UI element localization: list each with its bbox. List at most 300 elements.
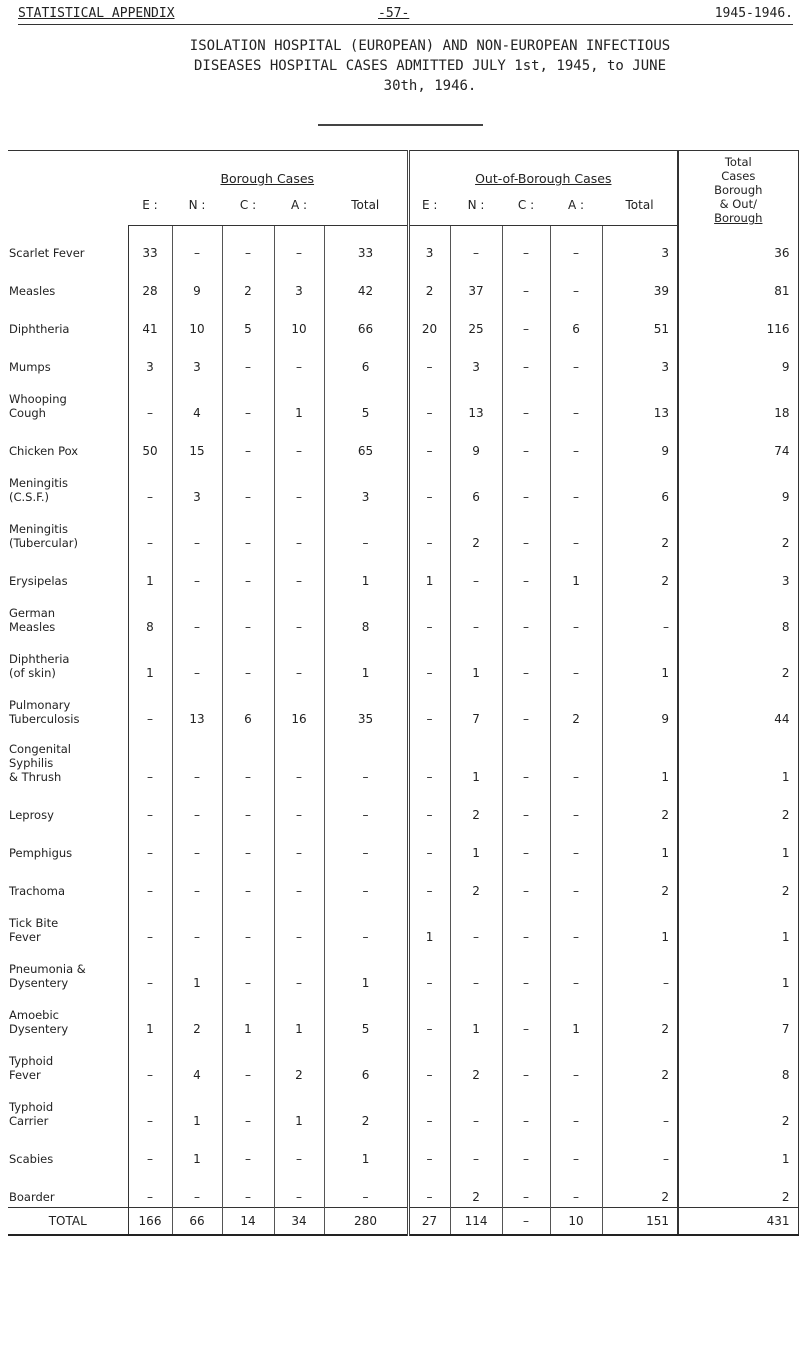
value-cell: –	[128, 825, 172, 863]
value-cell: –	[502, 993, 550, 1039]
value-cell: –	[222, 591, 274, 637]
value-cell: –	[274, 729, 324, 787]
disease-label: Diphtheria (of skin)	[8, 637, 128, 683]
value-cell: 3	[450, 339, 502, 377]
value-cell: –	[128, 683, 172, 729]
value-cell: 2	[222, 263, 274, 301]
value-cell: –	[408, 1131, 450, 1169]
value-cell: –	[408, 461, 450, 507]
disease-label: Typhoid Carrier	[8, 1085, 128, 1131]
value-cell: –	[408, 947, 450, 993]
value-cell: –	[550, 1085, 602, 1131]
subheader-borough-e: E :	[128, 198, 172, 225]
value-cell: –	[128, 1039, 172, 1085]
grand-total-cell: 1	[678, 1131, 798, 1169]
disease-label: Erysipelas	[8, 553, 128, 591]
grand-total-cell: 1	[678, 901, 798, 947]
value-cell: 39	[602, 263, 678, 301]
total-cell: 114	[450, 1207, 502, 1235]
value-cell: 5	[324, 993, 408, 1039]
value-cell: –	[408, 787, 450, 825]
table-row	[8, 637, 798, 683]
label-header	[8, 151, 128, 226]
value-cell: –	[450, 591, 502, 637]
disease-label: Scarlet Fever	[8, 225, 128, 263]
grand-total-cell: 18	[678, 377, 798, 423]
value-cell: –	[172, 637, 222, 683]
grand-total-cell: 2	[678, 637, 798, 683]
disease-label: Scabies	[8, 1131, 128, 1169]
table-row	[8, 901, 798, 947]
value-cell: 33	[128, 225, 172, 263]
value-cell: –	[324, 787, 408, 825]
value-cell: –	[550, 901, 602, 947]
table-row	[8, 729, 798, 787]
value-cell: –	[128, 1085, 172, 1131]
table-row	[8, 423, 798, 461]
value-cell: –	[222, 947, 274, 993]
value-cell: –	[274, 1131, 324, 1169]
page-number: -57-	[378, 6, 410, 21]
disease-label: Tick Bite Fever	[8, 901, 128, 947]
value-cell: 1	[172, 947, 222, 993]
value-cell: –	[324, 825, 408, 863]
value-cell: 6	[324, 1039, 408, 1085]
value-cell: 2	[274, 1039, 324, 1085]
value-cell: –	[502, 825, 550, 863]
grand-total-cell: 9	[678, 339, 798, 377]
value-cell: –	[502, 301, 550, 339]
value-cell: –	[502, 1169, 550, 1207]
total-cell: 280	[324, 1207, 408, 1235]
value-cell: –	[408, 1169, 450, 1207]
value-cell: –	[550, 591, 602, 637]
value-cell: –	[408, 591, 450, 637]
value-cell: –	[128, 863, 172, 901]
value-cell: 7	[450, 683, 502, 729]
value-cell: 3	[324, 461, 408, 507]
value-cell: –	[408, 637, 450, 683]
subheader-out-a: A :	[550, 198, 602, 225]
value-cell: 20	[408, 301, 450, 339]
value-cell: –	[550, 507, 602, 553]
grand-total-cell: 81	[678, 263, 798, 301]
value-cell: –	[502, 591, 550, 637]
value-cell: 1	[450, 637, 502, 683]
value-cell: 4	[172, 377, 222, 423]
value-cell: –	[274, 423, 324, 461]
grand-total-cell: 2	[678, 863, 798, 901]
value-cell: –	[128, 1169, 172, 1207]
grand-total-cell: 2	[678, 787, 798, 825]
value-cell: 6	[450, 461, 502, 507]
out-of-borough-header: Out-of-Borough Cases	[408, 151, 678, 198]
value-cell: –	[450, 947, 502, 993]
value-cell: –	[550, 225, 602, 263]
value-cell: –	[550, 787, 602, 825]
value-cell: –	[222, 1085, 274, 1131]
subheader-out-n: N :	[450, 198, 502, 225]
total-cell: 66	[172, 1207, 222, 1235]
total-cell: 151	[602, 1207, 678, 1235]
value-cell: 13	[450, 377, 502, 423]
value-cell: 2	[550, 683, 602, 729]
grand-total-cell: 44	[678, 683, 798, 729]
grand-total-cell: 3	[678, 553, 798, 591]
table-row	[8, 507, 798, 553]
value-cell: –	[222, 1169, 274, 1207]
value-cell: –	[222, 863, 274, 901]
appendix-title: STATISTICAL APPENDIX	[18, 6, 175, 21]
value-cell: –	[550, 1131, 602, 1169]
value-cell: 6	[550, 301, 602, 339]
grand-total-cell: 2	[678, 1169, 798, 1207]
value-cell: 1	[450, 993, 502, 1039]
grand-total-cell: 2	[678, 507, 798, 553]
value-cell: 37	[450, 263, 502, 301]
value-cell: –	[502, 637, 550, 683]
value-cell: 65	[324, 423, 408, 461]
value-cell: –	[172, 1169, 222, 1207]
subheader-out-c: C :	[502, 198, 550, 225]
value-cell: –	[324, 863, 408, 901]
value-cell: –	[324, 1169, 408, 1207]
value-cell: 2	[450, 507, 502, 553]
value-cell: 35	[324, 683, 408, 729]
value-cell: –	[550, 461, 602, 507]
value-cell: 1	[222, 993, 274, 1039]
value-cell: 1	[274, 993, 324, 1039]
table-row	[8, 339, 798, 377]
total-cell: 14	[222, 1207, 274, 1235]
value-cell: –	[222, 225, 274, 263]
value-cell: 9	[602, 423, 678, 461]
value-cell: –	[128, 729, 172, 787]
title-line-2: DISEASES HOSPITAL CASES ADMITTED JULY 1st, 1945, to JUNE	[193, 58, 666, 74]
value-cell: 1	[274, 1085, 324, 1131]
cases-table	[8, 150, 799, 1236]
value-cell: 2	[602, 1039, 678, 1085]
value-cell: –	[550, 1039, 602, 1085]
value-cell: –	[450, 225, 502, 263]
value-cell: 51	[602, 301, 678, 339]
disease-label: Pemphigus	[8, 825, 128, 863]
value-cell: 1	[602, 729, 678, 787]
value-cell: 2	[408, 263, 450, 301]
value-cell: 3	[172, 461, 222, 507]
value-cell: 2	[450, 787, 502, 825]
value-cell: 3	[128, 339, 172, 377]
value-cell: –	[450, 901, 502, 947]
value-cell: –	[172, 507, 222, 553]
value-cell: –	[324, 901, 408, 947]
value-cell: 8	[128, 591, 172, 637]
table-title	[150, 36, 710, 96]
disease-label: Whooping Cough	[8, 377, 128, 423]
value-cell: –	[222, 423, 274, 461]
subheader-out-e: E :	[408, 198, 450, 225]
value-cell: 41	[128, 301, 172, 339]
value-cell: –	[222, 507, 274, 553]
value-cell: 4	[172, 1039, 222, 1085]
value-cell: 1	[408, 553, 450, 591]
value-cell: –	[502, 507, 550, 553]
value-cell: –	[222, 1039, 274, 1085]
disease-label: German Measles	[8, 591, 128, 637]
value-cell: –	[502, 947, 550, 993]
value-cell: –	[502, 553, 550, 591]
table-row	[8, 263, 798, 301]
disease-label: Meningitis (Tubercular)	[8, 507, 128, 553]
value-cell: –	[408, 729, 450, 787]
value-cell: –	[502, 263, 550, 301]
value-cell: –	[450, 1131, 502, 1169]
grand-total-cell: 74	[678, 423, 798, 461]
value-cell: –	[324, 507, 408, 553]
value-cell: –	[274, 825, 324, 863]
subheader-borough-n: N :	[172, 198, 222, 225]
page-header	[18, 4, 793, 25]
value-cell: –	[502, 377, 550, 423]
grand-total-cell: 7	[678, 993, 798, 1039]
value-cell: –	[502, 729, 550, 787]
value-cell: –	[502, 1039, 550, 1085]
value-cell: –	[408, 993, 450, 1039]
disease-label: Amoebic Dysentery	[8, 993, 128, 1039]
value-cell: –	[222, 377, 274, 423]
disease-label: Meningitis (C.S.F.)	[8, 461, 128, 507]
value-cell: –	[408, 507, 450, 553]
grand-total-cell: 8	[678, 1039, 798, 1085]
value-cell: –	[172, 863, 222, 901]
subheader-borough-a: A :	[274, 198, 324, 225]
value-cell: –	[172, 225, 222, 263]
value-cell: 2	[602, 787, 678, 825]
value-cell: –	[274, 637, 324, 683]
total-cell: –	[502, 1207, 550, 1235]
value-cell: 8	[324, 591, 408, 637]
value-cell: –	[274, 553, 324, 591]
value-cell: 1	[324, 947, 408, 993]
table-row	[8, 947, 798, 993]
value-cell: –	[222, 825, 274, 863]
value-cell: 3	[172, 339, 222, 377]
table-row	[8, 825, 798, 863]
grand-total-cell: 8	[678, 591, 798, 637]
value-cell: 25	[450, 301, 502, 339]
value-cell: –	[550, 339, 602, 377]
value-cell: 2	[324, 1085, 408, 1131]
value-cell: –	[274, 947, 324, 993]
disease-label: Trachoma	[8, 863, 128, 901]
value-cell: –	[128, 787, 172, 825]
value-cell: –	[274, 1169, 324, 1207]
value-cell: –	[222, 787, 274, 825]
value-cell: 1	[128, 553, 172, 591]
disease-label: Typhoid Fever	[8, 1039, 128, 1085]
value-cell: –	[408, 683, 450, 729]
disease-label: Leprosy	[8, 787, 128, 825]
value-cell: –	[602, 591, 678, 637]
table-row	[8, 683, 798, 729]
value-cell: –	[408, 825, 450, 863]
value-cell: 5	[222, 301, 274, 339]
table-row	[8, 461, 798, 507]
value-cell: –	[172, 729, 222, 787]
value-cell: 3	[274, 263, 324, 301]
value-cell: 1	[172, 1085, 222, 1131]
year-range: 1945-1946.	[714, 6, 793, 21]
table-row	[8, 377, 798, 423]
total-cell: 34	[274, 1207, 324, 1235]
grand-total-cell: 9	[678, 461, 798, 507]
value-cell: –	[550, 263, 602, 301]
title-line-3: 30th, 1946.	[383, 78, 477, 94]
value-cell: 2	[450, 1039, 502, 1085]
value-cell: –	[128, 947, 172, 993]
value-cell: 1	[324, 637, 408, 683]
value-cell: –	[450, 1085, 502, 1131]
disease-label: Diphtheria	[8, 301, 128, 339]
value-cell: 1	[550, 553, 602, 591]
value-cell: –	[550, 377, 602, 423]
value-cell: –	[502, 225, 550, 263]
value-cell: 16	[274, 683, 324, 729]
value-cell: –	[408, 1085, 450, 1131]
value-cell: 50	[128, 423, 172, 461]
value-cell: –	[222, 1131, 274, 1169]
value-cell: –	[128, 377, 172, 423]
value-cell: –	[502, 787, 550, 825]
disease-label: Congenital Syphilis & Thrush	[8, 729, 128, 787]
value-cell: –	[550, 825, 602, 863]
value-cell: 2	[450, 1169, 502, 1207]
grand-total-header: Total Cases Borough & Out/ Borough	[678, 151, 798, 226]
value-cell: 1	[324, 553, 408, 591]
value-cell: –	[128, 901, 172, 947]
value-cell: 1	[602, 825, 678, 863]
value-cell: 9	[450, 423, 502, 461]
table-row	[8, 1085, 798, 1131]
borough-cases-header: Borough Cases	[128, 151, 408, 198]
value-cell: 6	[222, 683, 274, 729]
value-cell: –	[172, 901, 222, 947]
total-label: TOTAL	[8, 1207, 128, 1235]
value-cell: –	[602, 947, 678, 993]
value-cell: 2	[602, 553, 678, 591]
value-cell: –	[274, 787, 324, 825]
value-cell: –	[502, 339, 550, 377]
value-cell: –	[408, 1039, 450, 1085]
grand-total-cell: 1	[678, 825, 798, 863]
table-row	[8, 301, 798, 339]
value-cell: 1	[274, 377, 324, 423]
table-row	[8, 1131, 798, 1169]
value-cell: 6	[602, 461, 678, 507]
value-cell: –	[502, 423, 550, 461]
value-cell: 3	[602, 225, 678, 263]
value-cell: 66	[324, 301, 408, 339]
value-cell: 13	[172, 683, 222, 729]
value-cell: –	[274, 461, 324, 507]
value-cell: –	[274, 863, 324, 901]
value-cell: 2	[602, 993, 678, 1039]
value-cell: 1	[450, 729, 502, 787]
value-cell: –	[128, 1131, 172, 1169]
value-cell: –	[172, 591, 222, 637]
total-cell: 166	[128, 1207, 172, 1235]
value-cell: –	[502, 461, 550, 507]
total-cell: 431	[678, 1207, 798, 1235]
value-cell: 1	[408, 901, 450, 947]
value-cell: –	[408, 339, 450, 377]
value-cell: –	[550, 947, 602, 993]
table-row	[8, 553, 798, 591]
value-cell: 2	[450, 863, 502, 901]
value-cell: 1	[602, 901, 678, 947]
table-row	[8, 863, 798, 901]
disease-label: Mumps	[8, 339, 128, 377]
total-cell: 10	[550, 1207, 602, 1235]
value-cell: 28	[128, 263, 172, 301]
title-line-1: ISOLATION HOSPITAL (EUROPEAN) AND NON-EUROPEAN INFECTIOUS	[189, 38, 671, 54]
table-row	[8, 225, 798, 263]
table-row	[8, 591, 798, 637]
value-cell: 1	[128, 637, 172, 683]
grand-total-cell: 1	[678, 729, 798, 787]
value-cell: –	[602, 1085, 678, 1131]
value-cell: –	[128, 461, 172, 507]
value-cell: 1	[324, 1131, 408, 1169]
value-cell: –	[274, 339, 324, 377]
value-cell: –	[324, 729, 408, 787]
value-cell: –	[550, 423, 602, 461]
value-cell: –	[222, 339, 274, 377]
value-cell: 1	[172, 1131, 222, 1169]
value-cell: –	[550, 863, 602, 901]
value-cell: –	[502, 1085, 550, 1131]
table-row	[8, 787, 798, 825]
value-cell: 15	[172, 423, 222, 461]
value-cell: –	[502, 683, 550, 729]
value-cell: 2	[602, 1169, 678, 1207]
value-cell: –	[274, 901, 324, 947]
value-cell: 9	[602, 683, 678, 729]
disease-label: Pulmonary Tuberculosis	[8, 683, 128, 729]
table-row	[8, 1169, 798, 1207]
table-row	[8, 1039, 798, 1085]
value-cell: –	[408, 423, 450, 461]
disease-label: Measles	[8, 263, 128, 301]
value-cell: 2	[602, 507, 678, 553]
value-cell: 9	[172, 263, 222, 301]
value-cell: 10	[172, 301, 222, 339]
value-cell: 1	[450, 825, 502, 863]
title-rule	[318, 124, 483, 126]
value-cell: –	[602, 1131, 678, 1169]
value-cell: 2	[602, 863, 678, 901]
total-row	[8, 1207, 798, 1235]
value-cell: 1	[602, 637, 678, 683]
subheader-borough-total: Total	[324, 198, 408, 225]
value-cell: –	[550, 729, 602, 787]
value-cell: –	[172, 787, 222, 825]
value-cell: –	[502, 863, 550, 901]
value-cell: –	[222, 461, 274, 507]
grand-total-cell: 2	[678, 1085, 798, 1131]
value-cell: –	[408, 863, 450, 901]
value-cell: –	[222, 729, 274, 787]
